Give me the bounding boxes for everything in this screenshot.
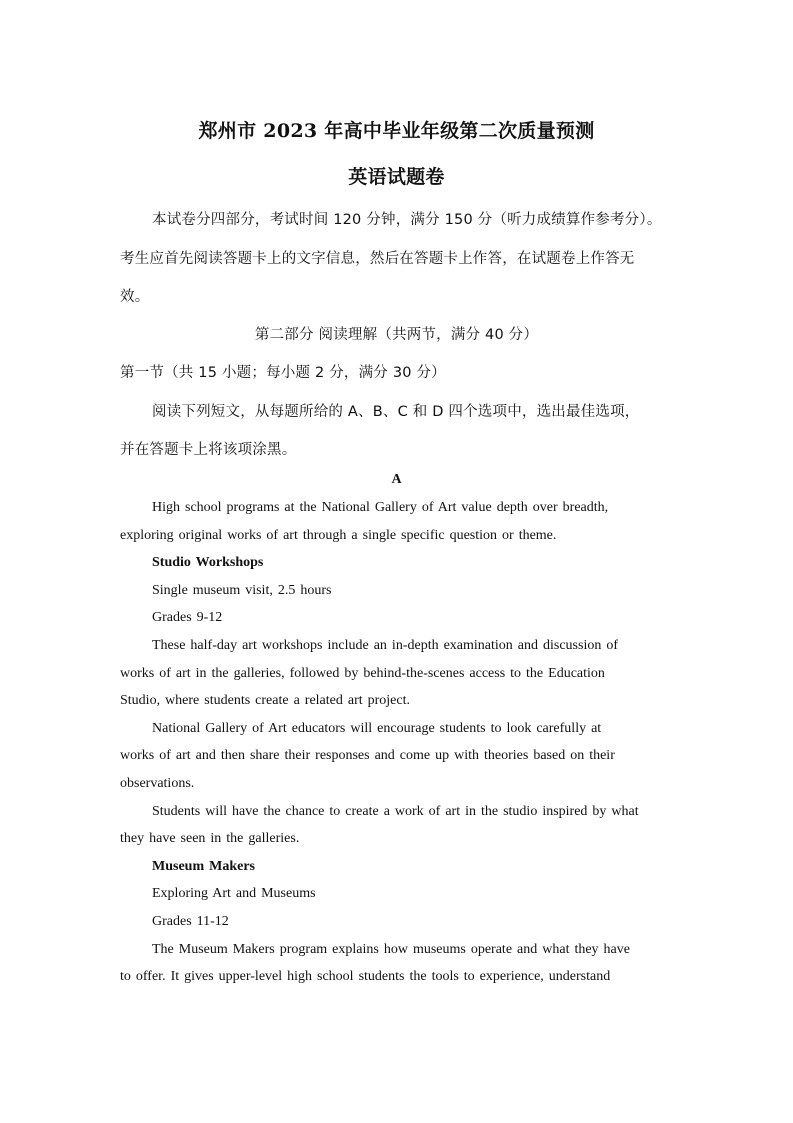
exam-title: 郑州市 2023 年高中毕业年级第二次质量预测 — [198, 120, 595, 142]
instruction-line-3: 效。 — [120, 289, 150, 305]
studio-p2-line-2: works of art and then share their responses and come up with theories based on their — [120, 748, 615, 763]
intro-line-1: High school programs at the National Gallery of Art value depth over breadth, — [152, 500, 609, 515]
studio-heading: Studio Workshops — [152, 555, 264, 570]
studio-p3-line-2: they have seen in the galleries. — [120, 831, 300, 846]
makers-p1-line-1: The Museum Makers program explains how museums operate and what they have — [152, 942, 630, 957]
directions-line-1: 阅读下列短文，从每题所给的 A、B、C 和 D 四个选项中，选出最佳选项， — [152, 404, 640, 420]
studio-detail-grades: Grades 9-12 — [152, 610, 223, 625]
part-heading: 第二部分 阅读理解（共两节，满分 40 分） — [254, 327, 539, 343]
directions-line-2: 并在答题卡上将该项涂黑。 — [120, 442, 297, 458]
passage-label: A — [391, 472, 402, 487]
instruction-line-2: 考生应首先阅读答题卡上的文字信息，然后在答题卡上作答，在试题卷上作答无 — [120, 251, 635, 267]
studio-p2-line-1: National Gallery of Art educators will encourage students to look carefully at — [152, 721, 602, 736]
exam-subtitle: 英语试题卷 — [348, 166, 445, 188]
studio-p1-line-2: works of art in the galleries, followed by behind-the-scenes access to the Education — [120, 666, 605, 681]
studio-p3-line-1: Students will have the chance to create a work of art in the studio inspired by what — [152, 804, 639, 819]
makers-heading: Museum Makers — [152, 859, 255, 874]
studio-p1-line-3: Studio, where students create a related art project. — [120, 693, 410, 708]
makers-p1-line-2: to offer. It gives upper-level high school students the tools to experience, understand — [120, 969, 611, 984]
makers-detail-grades: Grades 11-12 — [152, 914, 229, 929]
studio-p2-line-3: observations. — [120, 776, 195, 791]
studio-p1-line-1: These half-day art workshops include an in-depth examination and discussion of — [152, 638, 618, 653]
intro-line-2: exploring original works of art through a single specific question or theme. — [120, 528, 557, 543]
section-heading: 第一节（共 15 小题；每小题 2 分，满分 30 分） — [120, 365, 446, 381]
studio-detail-visit: Single museum visit, 2.5 hours — [152, 583, 332, 598]
instruction-line-1: 本试卷分四部分，考试时间 120 分钟，满分 150 分（听力成绩算作参考分）。 — [152, 212, 662, 228]
makers-detail-topic: Exploring Art and Museums — [152, 886, 316, 901]
